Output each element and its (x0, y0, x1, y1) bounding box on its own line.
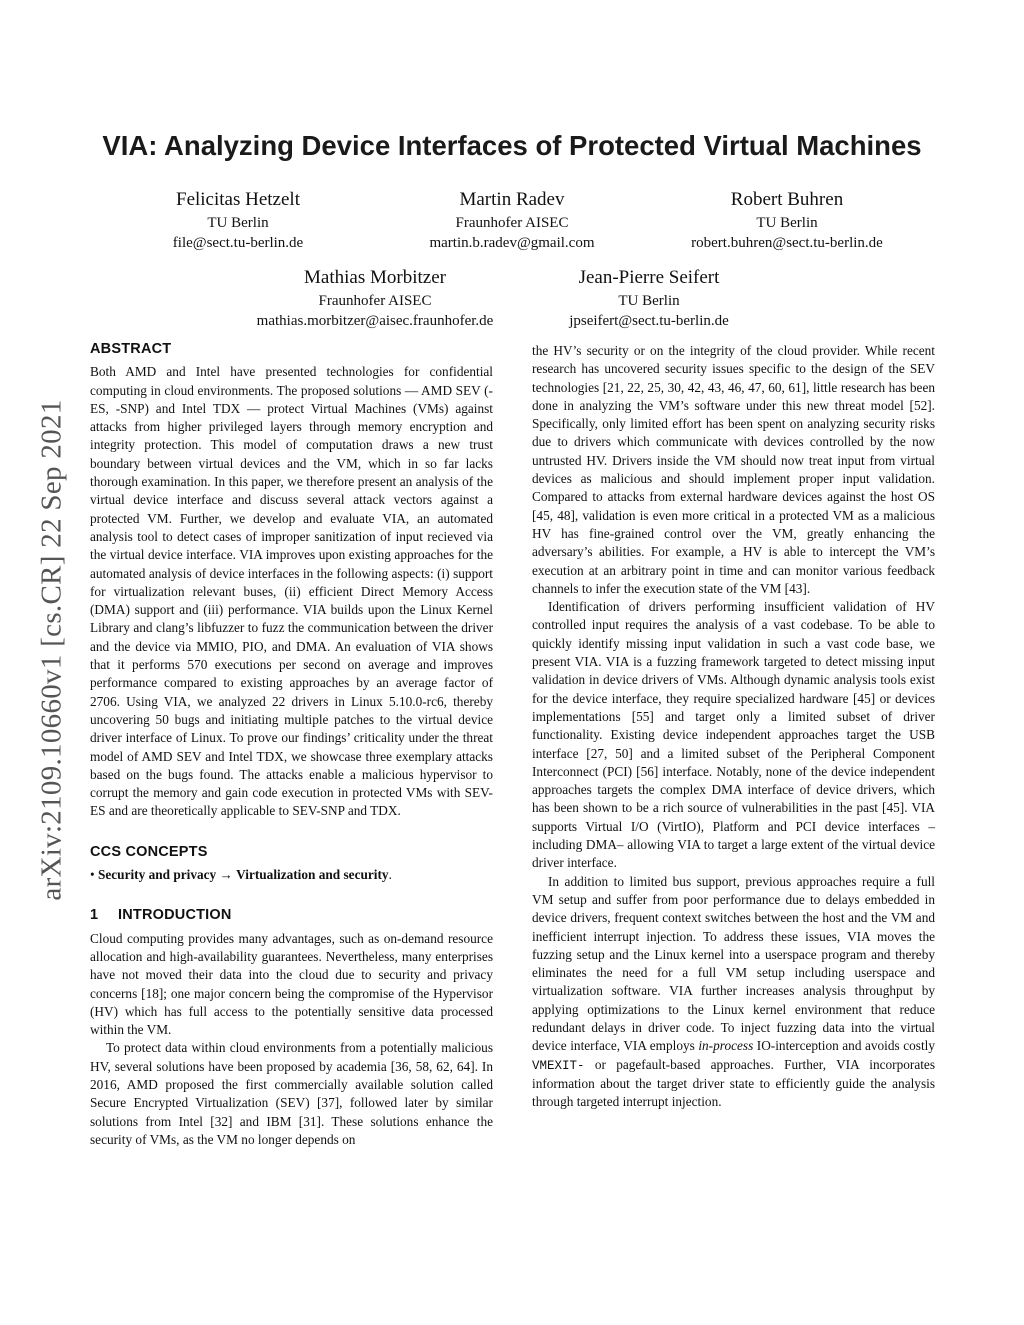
paragraph: the HV’s security or on the integrity of the cloud provider. While recent research has uncovered security issues specific to the design of the SEV technologies [21, 22, 25, 30, 42, 43, 46, 47, 60, 61], little research has been done in analyzing the VM’s software under this new threat model [52]. Specifically, only limited effort has been spent on analyzing security risks due to drivers which communicate with devices controlled by the now untrusted HV. Drivers inside the VM should now treat input from virtual devices as malicious and should implement proper input validation. Compared to attacks from external hardware devices against the host OS [45, 48], validation is even more critical in a protected VM as a malicious HV has fine-grained control over the VM, greatly enhancing the adversary’s abilities. For example, a HV is able to intercept the VM’s execution at an arbitrary point in time and can monitor various feedback channels to infer the execution state of the VM [43]. (532, 343, 935, 596)
abstract-text: Both AMD and Intel have presented technologies for confidential computing in cloud environments. The proposed solutions — AMD SEV (-ES, -SNP) and Intel TDX — protect Virtual Machines (VMs) against attacks from higher privileged layers through memory encryption and integrity protection. This model of computation draws a new trust boundary between virtual devices and the VM, which in so far lacks thorough examination. In this paper, we therefore present an analysis of the virtual device interface and discuss several attack vectors against a protected VM. Further, we develop and evaluate VIA, an automated analysis tool to detect cases of improper sanitization of input recieved via the virtual device interface. VIA improves upon existing approaches for the automated analysis of device interfaces in the following aspects: (i) support for virtualization relevant buses, (ii) efficient Direct Memory Access (DMA) support and (iii) performance. VIA builds upon the Linux Kernel Library and clang’s libfuzzer to fuzz the communication between the driver and the device via MMIO, PIO, and DMA. An evaluation of VIA shows that it performs 570 executions per second on average and improves performance compared to existing approaches by an average factor of 2706. Using VIA, we analyzed 22 drivers in Linux 5.10.0-rc6, thereby uncovering 50 bugs and initiating multiple patches to the virtual device driver interface of Linux. To prove our findings’ criticality under the threat model of AMD SEV and Intel TDX, we showcase three exemplary attacks based on the bugs found. The attacks enable a malicious hypervisor to corrupt the memory and gain code execution in protected VMs with SEV-ES and are theoretically applicable to SEV-SNP and TDX. (90, 364, 493, 819)
paragraph: Identification of drivers performing insufficient validation of HV controlled input requires the analysis of a vast codebase. To be able to quickly identify missing input validation in such a vast code base, we present VIA. VIA is a fuzzing framework targeted to detect missing input validation in device drivers of VMs. Although dynamic analysis tools exist for the device interface, they require specialized hardware [45] or devices implementations [55] and target only a limited subset of driver functionality. Existing device independent approaches target the USB interface [27, 50] and a limited subset of the Peripheral Component Interconnect (PCI) [56] interface. Notably, none of the device independent approaches targets the complex DMA interface of device drivers, which has been shown to be a rich source of vulnerabilities in the past [45]. VIA supports Virtual I/O (VirtIO), Platform and PCI device interfaces –including DMA– allowing VIA to target a large extent of the virtual device driver interface. (532, 599, 935, 871)
author-affiliation: TU Berlin (756, 215, 818, 231)
author-email: robert.buhren@sect.tu-berlin.de (691, 235, 883, 251)
author-block (637, 187, 937, 253)
paragraph: Cloud computing provides many advantages, such as on-demand resource allocation and high-availability guarantees. Nevertheless, many enterprises have not moved their data into the cloud due to security and privacy concerns [18]; one major concern being the compromise of the Hypervisor (HV) which has full access to the potentially sensitive data processed within the VM. (90, 930, 493, 1038)
arxiv-identifier: arXiv:2109.10660v1 [cs.CR] 22 Sep 2021 (35, 399, 68, 901)
author-affiliation: TU Berlin (207, 215, 269, 231)
author-name: Robert Buhren (730, 189, 844, 210)
author-email: file@sect.tu-berlin.de (172, 235, 304, 251)
abstract-heading: ABSTRACT (90, 341, 172, 357)
left-column (90, 340, 493, 1149)
author-affiliation: TU Berlin (618, 293, 680, 309)
ccs-concepts (90, 866, 493, 884)
ccs-concept: Security and privacy (97, 867, 217, 883)
ccs-subconcept: Virtualization and security (236, 867, 389, 883)
author-block (88, 187, 388, 253)
code-text: VMEXIT- (532, 1058, 585, 1073)
author-name: Mathias Morbitzer (304, 267, 446, 288)
author-email: mathias.morbitzer@aisec.fraunhofer.de (256, 313, 494, 329)
section-title: INTRODUCTION (118, 907, 232, 924)
ccs-arrow: → (219, 867, 233, 883)
author-block (225, 265, 525, 331)
paragraph-text: IO-interception and avoids costly (753, 1038, 935, 1054)
section-number: 1 (90, 907, 99, 924)
author-affiliation: Fraunhofer AISEC (455, 215, 569, 231)
paragraph-text: or pagefault-based approaches. Further, VIA incorporates information about the target driver state to efficiently guide the analysis through targeted interrupt injection. (532, 1056, 935, 1110)
ccs-end: . (388, 867, 392, 883)
ccs-bullet: • (90, 867, 95, 883)
author-name: Martin Radev (459, 189, 565, 210)
paragraph-text: In addition to limited bus support, previous approaches require a full VM setup and suffer from poor performance due to delays embedded in device drivers, frequent context switches between the host and the VM and inefficient interrupt injection. To address these issues, VIA moves the fuzzing setup and the Linux kernel into a userspace program and thereby eliminates the need for a full VM setup including userspace and virtualization software. VIA further increases analysis throughput by applying optimizations to the Linux kernel environment that reduce redundant delays in driver code. To inject fuzzing data into the virtual device interface, VIA employs (532, 873, 935, 1054)
paper-title: VIA: Analyzing Device Interfaces of Protected Virtual Machines (102, 130, 922, 161)
paragraph: To protect data within cloud environments from a potentially malicious HV, several solutions have been proposed by academia [36, 58, 62, 64]. In 2016, AMD proposed the first commercially available solution called Secure Encrypted Virtualization (SEV) [37], followed later by similar solutions from Intel [32] and IBM [31]. These solutions enhance the security of VMs, as the VM no longer depends on (90, 1040, 493, 1147)
emphasis-text: in-process (698, 1038, 754, 1054)
author-email: jpseifert@sect.tu-berlin.de (569, 313, 729, 329)
author-name: Felicitas Hetzelt (176, 189, 300, 210)
author-email: martin.b.radev@gmail.com (429, 235, 595, 251)
author-block (499, 265, 799, 331)
ccs-heading: CCS CONCEPTS (90, 843, 208, 860)
author-affiliation: Fraunhofer AISEC (318, 293, 432, 309)
paragraph (532, 873, 935, 1112)
author-block (362, 187, 662, 253)
right-column (532, 342, 935, 1111)
author-name: Jean-Pierre Seifert (578, 267, 720, 288)
section-heading (90, 906, 493, 924)
